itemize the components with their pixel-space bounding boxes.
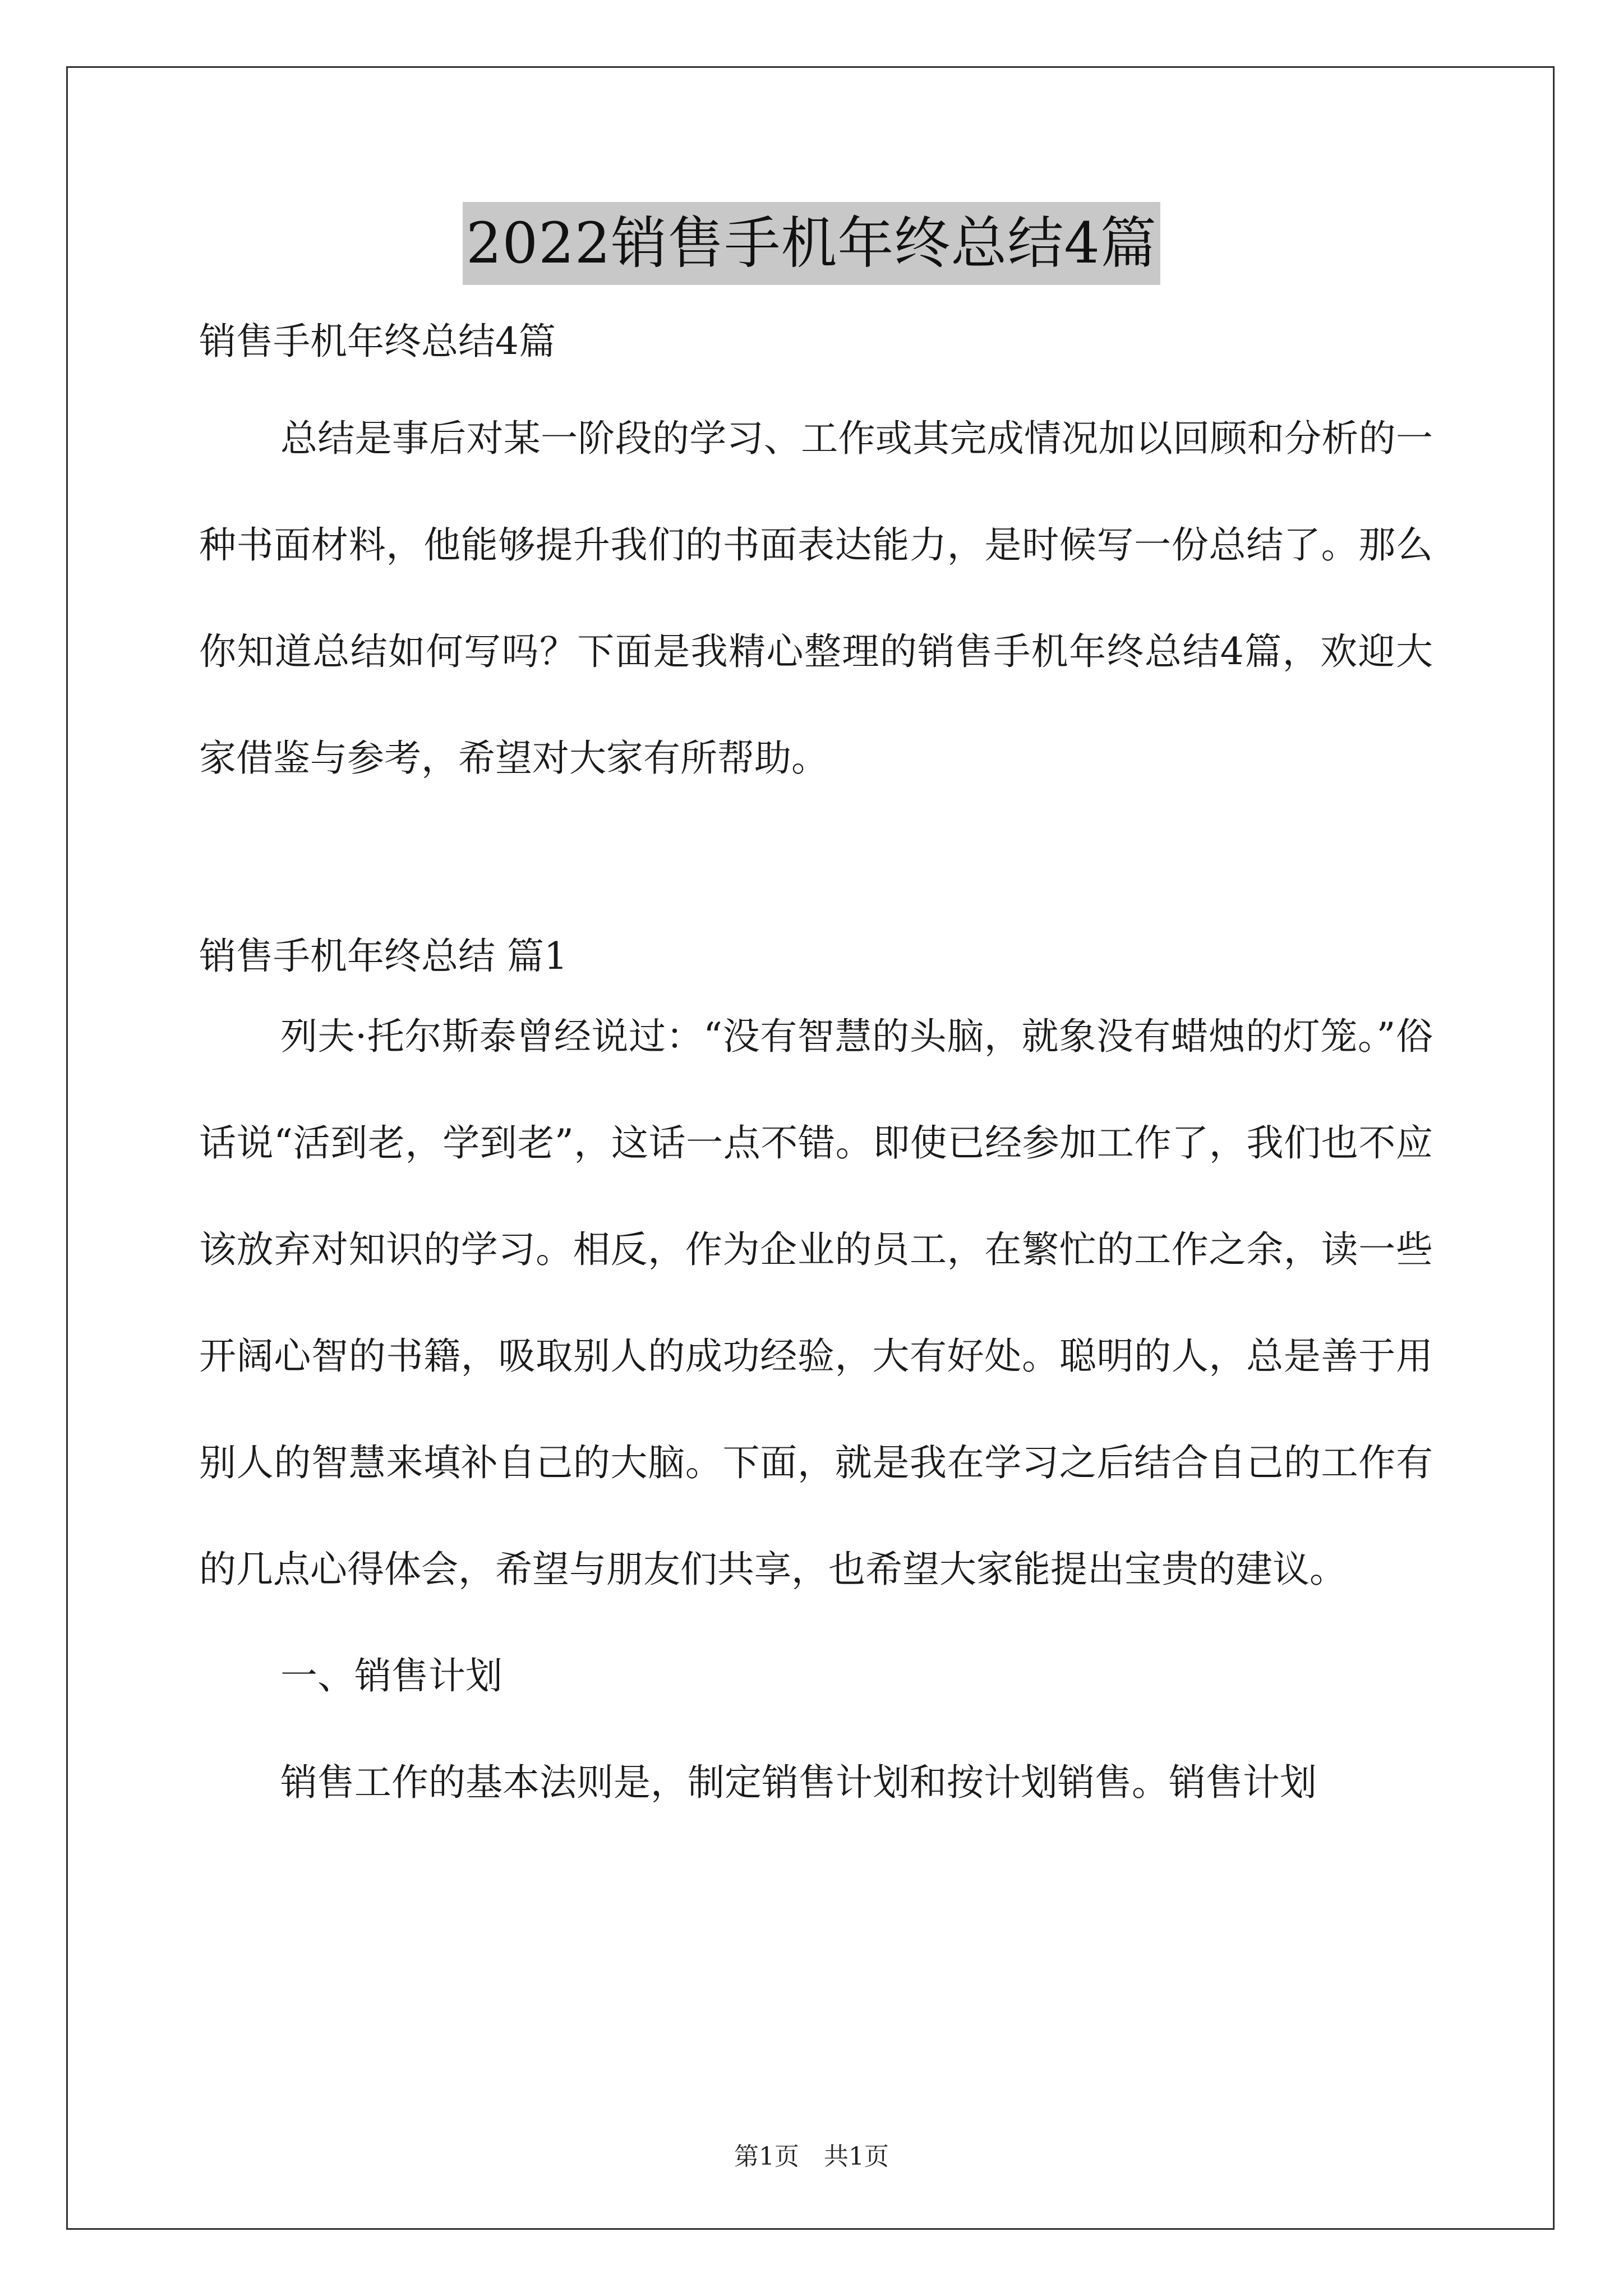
section-paragraph: 列夫·托尔斯泰曾经说过：“没有智慧的头脑，就象没有蜡烛的灯笼。”俗话说“活到老，学到老”，这话一点不错。即使已经参加工作了，我们也不应该放弃对知识的学习。相反，作为企业的员工，在繁忙的工作之余，读一些开阔心智的书籍，吸取别人的成功经验，大有好处。聪明的人，总是善于用别人的智慧来填补自己的大脑。下面，就是我在学习之后结合自己的工作有的几点心得体会，希望与朋友们共享，也希望大家能提出宝贵的建议。	[199, 1015, 1433, 1591]
document-body	[199, 295, 1433, 1836]
section-heading: 销售手机年终总结 篇1	[199, 935, 568, 978]
section-paragraph-2: 销售工作的基本法则是，制定销售计划和按计划销售。销售计划	[280, 1761, 1317, 1804]
sub-heading: 一、销售计划	[280, 1654, 502, 1697]
intro-paragraph: 总结是事后对某一阶段的学习、工作或其完成情况加以回顾和分析的一种书面材料，他能够提升我们的书面表达能力，是时候写一份总结了。那么你知道总结如何写吗？下面是我精心整理的销售手机年终总结4篇，欢迎大家借鉴与参考，希望对大家有所帮助。	[199, 417, 1433, 780]
document-title: 2022销售手机年终总结4篇	[463, 202, 1160, 285]
document-subtitle: 销售手机年终总结4篇	[199, 320, 556, 363]
page-footer: 第1页 共1页	[734, 2142, 889, 2171]
title-container	[0, 202, 1623, 285]
